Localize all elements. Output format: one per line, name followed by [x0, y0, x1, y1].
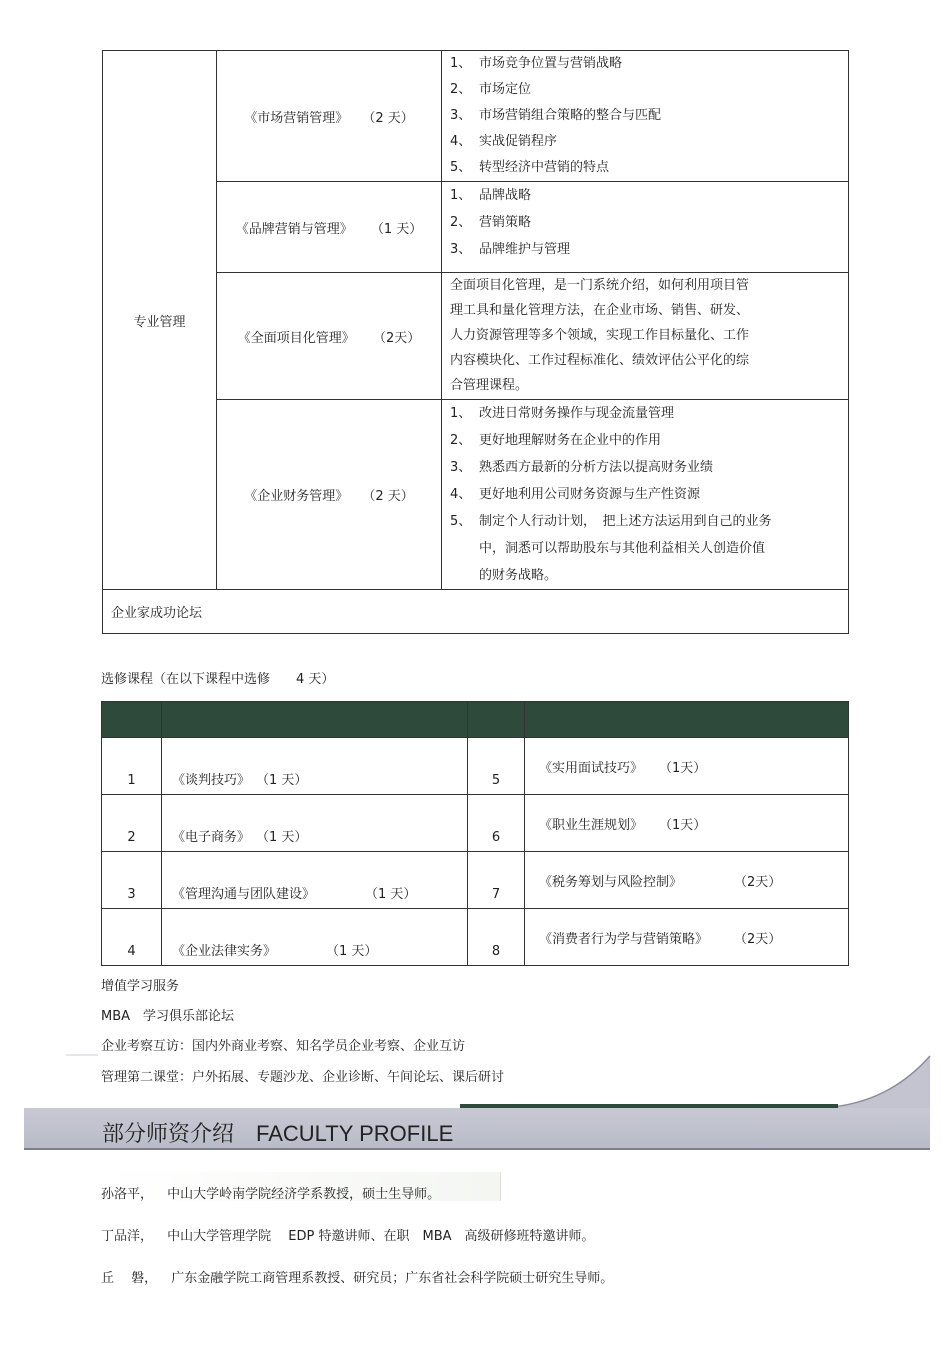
item-text: 更好地利用公司财务资源与生产性资源 — [479, 487, 701, 502]
course-detail-cell — [442, 51, 849, 182]
item-text: 转型经济中营销的特点 — [479, 160, 610, 175]
course-name: 《全面项目化管理》 — [237, 330, 355, 346]
faculty-entry — [101, 1267, 613, 1286]
item-continuation: 中，洞悉可以帮助股东与其他利益相关人创造价值 — [479, 541, 766, 556]
faculty-entry — [101, 1183, 440, 1202]
course-name-cell — [217, 400, 442, 590]
item-number: 3、 — [450, 460, 472, 475]
course-name-cell — [217, 182, 442, 273]
elective-name: 《谈判技巧》 — [172, 773, 251, 788]
course-days: （2 天） — [362, 110, 414, 126]
table-row — [102, 852, 849, 909]
course-name: 《企业财务管理》 — [244, 489, 349, 504]
elective-name: 《企业法律实务》 — [172, 944, 277, 959]
course-table — [102, 50, 849, 634]
description-line: 内容模块化、工作过程标准化、绩效评估公平化的综 — [450, 353, 750, 368]
course-name: 《品牌营销与管理》 — [235, 221, 353, 237]
description-line: 理工具和量化管理方法，在企业市场、销售、研发、 — [450, 303, 750, 318]
list-item — [450, 77, 840, 103]
faculty-name: 孙洛平， — [101, 1187, 154, 1202]
elective-header-row — [102, 702, 849, 738]
item-number: 1、 — [450, 406, 472, 421]
header-cell — [162, 702, 468, 738]
elective-number: 2 — [102, 795, 162, 852]
elective-days: （1 天） — [256, 830, 308, 845]
item-text: 品牌战略 — [479, 188, 532, 203]
header-cell — [525, 702, 849, 738]
item-number: 4、 — [450, 487, 472, 502]
description-line: 合管理课程。 — [450, 378, 529, 393]
header-cell — [468, 702, 525, 738]
elective-course-cell — [162, 909, 468, 966]
item-number: 2、 — [450, 82, 472, 97]
item-number: 2、 — [450, 433, 472, 448]
divider — [460, 1104, 838, 1108]
list-item — [450, 155, 840, 181]
elective-course-cell — [162, 738, 468, 795]
elective-days: （1 天） — [365, 887, 417, 902]
forum-label: 企业家成功论坛 — [111, 606, 203, 621]
services-line: 管理第二课堂：户外拓展、专题沙龙、企业诊断、午间论坛、课后研讨 — [101, 1070, 505, 1085]
item-text: 制定个人行动计划， 把上述方法运用到自己的业务 — [479, 514, 772, 529]
faculty-name: 丁品洋， — [101, 1229, 154, 1244]
elective-number: 5 — [468, 738, 525, 795]
elective-name: 《实用面试技巧》 — [539, 761, 644, 776]
item-text: 改进日常财务操作与现金流量管理 — [479, 406, 675, 421]
elective-name: 《电子商务》 — [172, 830, 251, 845]
course-row — [103, 51, 849, 182]
faculty-desc: 广东金融学院工商管理系教授、研究员；广东省社会科学院硕士研究生导师。 — [171, 1271, 614, 1286]
item-number: 5、 — [450, 514, 472, 529]
electives-heading: 选修课程（在以下课程中选修 4 天） — [101, 672, 335, 687]
list-item — [450, 236, 840, 263]
banner-curve-decoration — [830, 1054, 932, 1112]
header-cell — [102, 702, 162, 738]
course-name-cell — [217, 273, 442, 400]
course-detail-cell — [442, 400, 849, 590]
elective-table — [101, 701, 849, 966]
elective-number: 4 — [102, 909, 162, 966]
faculty-desc: 中山大学管理学院 EDP 特邀讲师、在职 MBA 高级研修班特邀讲师。 — [167, 1229, 595, 1244]
course-detail-cell — [442, 273, 849, 400]
elective-course-cell — [525, 852, 849, 909]
elective-days: （2天） — [734, 932, 782, 947]
elective-number: 8 — [468, 909, 525, 966]
item-text: 更好地理解财务在企业中的作用 — [479, 433, 662, 448]
item-number: 2、 — [450, 215, 472, 230]
elective-days: （1天） — [659, 818, 707, 833]
elective-course-cell — [525, 738, 849, 795]
item-number: 1、 — [450, 56, 472, 71]
elective-name: 《管理沟通与团队建设》 — [172, 887, 316, 902]
item-number: 3、 — [450, 108, 472, 123]
item-number: 1、 — [450, 188, 472, 203]
item-number: 5、 — [450, 160, 472, 175]
category-label: 专业管理 — [133, 314, 186, 330]
list-item — [450, 481, 840, 508]
faculty-desc: 中山大学岭南学院经济学系教授，硕士生导师。 — [167, 1187, 441, 1202]
list-item — [450, 209, 840, 236]
faculty-name: 丘 磐， — [101, 1271, 158, 1286]
elective-course-cell — [525, 795, 849, 852]
divider — [66, 1054, 98, 1056]
forum-cell — [103, 590, 849, 634]
elective-course-cell — [525, 909, 849, 966]
forum-row — [103, 590, 849, 634]
item-text: 品牌维护与管理 — [479, 242, 571, 257]
services-heading: 增值学习服务 — [101, 979, 180, 994]
elective-course-cell — [162, 852, 468, 909]
item-text: 市场定位 — [479, 82, 532, 97]
list-item — [450, 508, 840, 535]
elective-days: （1 天） — [326, 944, 378, 959]
course-days: （2 天） — [362, 489, 414, 504]
faculty-title: 部分师资介绍 FACULTY PROFILE — [102, 1121, 454, 1146]
course-description — [450, 273, 840, 398]
list-item — [450, 400, 840, 427]
course-name: 《市场营销管理》 — [244, 110, 349, 126]
table-row — [102, 738, 849, 795]
elective-days: （1 天） — [256, 773, 308, 788]
list-item — [450, 129, 840, 155]
elective-number: 6 — [468, 795, 525, 852]
list-item — [450, 427, 840, 454]
course-days: （2天） — [372, 330, 421, 346]
elective-name: 《税务筹划与风险控制》 — [539, 875, 683, 890]
list-item — [450, 51, 840, 77]
item-text: 实战促销程序 — [479, 134, 558, 149]
elective-days: （2天） — [734, 875, 782, 890]
list-item — [450, 182, 840, 209]
category-cell — [103, 51, 217, 590]
services-line: MBA 学习俱乐部论坛 — [101, 1009, 235, 1024]
elective-name: 《职业生涯规划》 — [539, 818, 644, 833]
list-item — [450, 103, 840, 129]
item-number: 3、 — [450, 242, 472, 257]
course-name-cell — [217, 51, 442, 182]
item-continuation: 的财务战略。 — [479, 568, 558, 583]
table-row — [102, 909, 849, 966]
elective-number: 3 — [102, 852, 162, 909]
list-item — [450, 454, 840, 481]
elective-days: （1天） — [659, 761, 707, 776]
table-row — [102, 795, 849, 852]
elective-number: 1 — [102, 738, 162, 795]
description-line: 全面项目化管理，是一门系统介绍，如何利用项目管 — [450, 278, 750, 293]
elective-name: 《消费者行为学与营销策略》 — [539, 932, 709, 947]
faculty-entry — [101, 1225, 595, 1244]
item-text: 营销策略 — [479, 215, 532, 230]
elective-course-cell — [162, 795, 468, 852]
elective-number: 7 — [468, 852, 525, 909]
item-text: 市场营销组合策略的整合与匹配 — [479, 108, 662, 123]
item-text: 市场竞争位置与营销战略 — [479, 56, 623, 71]
services-line: 企业考察互访：国内外商业考察、知名学员企业考察、企业互访 — [101, 1039, 466, 1054]
course-days: （1 天） — [370, 221, 423, 237]
item-number: 4、 — [450, 134, 472, 149]
item-text: 熟悉西方最新的分析方法以提高财务业绩 — [479, 460, 714, 475]
course-detail-cell — [442, 182, 849, 273]
description-line: 人力资源管理等多个领域，实现工作目标量化、工作 — [450, 328, 750, 343]
